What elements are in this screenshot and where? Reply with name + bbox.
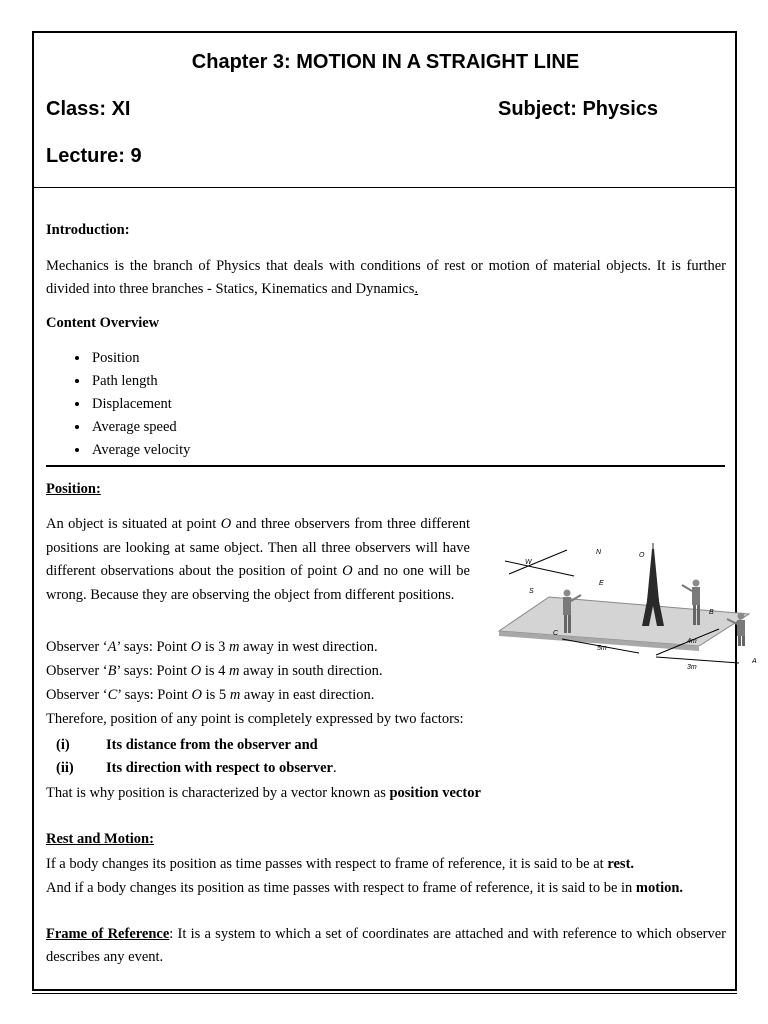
label-c: C xyxy=(553,630,559,637)
content-overview-heading: Content Overview xyxy=(46,315,160,331)
subject-label: Subject: Physics xyxy=(498,98,659,120)
label-w: W xyxy=(525,559,532,566)
position-heading: Position: xyxy=(46,481,101,497)
rest-motion-heading: Rest and Motion: xyxy=(46,831,154,847)
lecture-label: Lecture: 9 xyxy=(46,145,142,167)
introduction-heading: Introduction: xyxy=(46,222,130,238)
chapter-title: Chapter 3: MOTION IN A STRAIGHT LINE xyxy=(191,51,580,73)
position-text-1: An object is situated at point xyxy=(46,516,221,532)
point-o: O xyxy=(220,516,232,532)
label-a: A xyxy=(752,658,757,665)
dimension-5m: 5m xyxy=(597,645,607,652)
page-bottom-line xyxy=(32,993,737,994)
factor-item: (i) Its distance from the observer and xyxy=(56,737,318,753)
observer-c-statement: Observer ‘C’ says: Point O is 5 m away in east direction. xyxy=(46,687,375,703)
position-vector-statement: That is why position is characterized by a vector known as position vector xyxy=(46,785,481,801)
motion-statement: And if a body changes its position as time passes with respect to frame of reference, it is said to be in motion. xyxy=(46,880,684,896)
label-n: N xyxy=(596,549,602,556)
eiffel-tower-observers-figure xyxy=(489,511,757,671)
section-divider xyxy=(46,465,725,467)
factor-item: (ii) Its direction with respect to observer. xyxy=(56,760,337,776)
compass-line-sn xyxy=(509,550,567,574)
therefore-statement: Therefore, position of any point is completely expressed by two factors: xyxy=(46,711,464,727)
figure-svg xyxy=(489,511,757,671)
dimension-3m-line xyxy=(656,657,739,663)
header-divider xyxy=(34,187,737,188)
list-item: • Path length xyxy=(90,370,190,393)
list-item: • Average speed xyxy=(90,416,190,439)
position-text-3: and no one will be wrong. Because they are observing the object from different positions. xyxy=(46,563,470,603)
compass-line-we xyxy=(505,561,574,576)
label-s: S xyxy=(529,588,534,595)
point-o: O xyxy=(342,563,353,579)
document-page xyxy=(32,31,757,991)
observer-b-statement: Observer ‘B’ says: Point O is 4 m away in south direction. xyxy=(46,663,383,679)
dimension-4m: 4m xyxy=(687,638,697,645)
label-o: O xyxy=(639,552,645,559)
position-text-2: and three observers from three different positions are looking at same object. Then all three observers will have different observations about the position of point xyxy=(46,516,470,579)
introduction-paragraph xyxy=(46,255,726,301)
content-overview-list xyxy=(46,347,190,462)
list-item: • Displacement xyxy=(90,393,190,416)
dimension-3m: 3m xyxy=(687,664,697,671)
introduction-text: Mechanics is the branch of Physics that deals with conditions of rest or motion of material objects. It is further divided into three branches - Statics, Kinematics and Dynamics xyxy=(46,258,726,297)
label-b: B xyxy=(709,609,714,616)
observer-a-statement: Observer ‘A’ says: Point O is 3 m away in west direction. xyxy=(46,639,378,655)
frame-of-reference-statement: Frame of Reference: It is a system to which a set of coordinates are attached and with reference to which observer describes any event. xyxy=(46,926,726,965)
rest-statement: If a body changes its position as time passes with respect to frame of reference, it is said to be at rest. xyxy=(46,856,635,872)
list-item: • Average velocity xyxy=(90,439,190,462)
position-paragraph xyxy=(46,513,470,607)
label-e: E xyxy=(599,580,604,587)
list-item: • Position xyxy=(90,347,190,370)
introduction-period: . xyxy=(414,281,419,297)
class-label: Class: XI xyxy=(46,98,131,120)
